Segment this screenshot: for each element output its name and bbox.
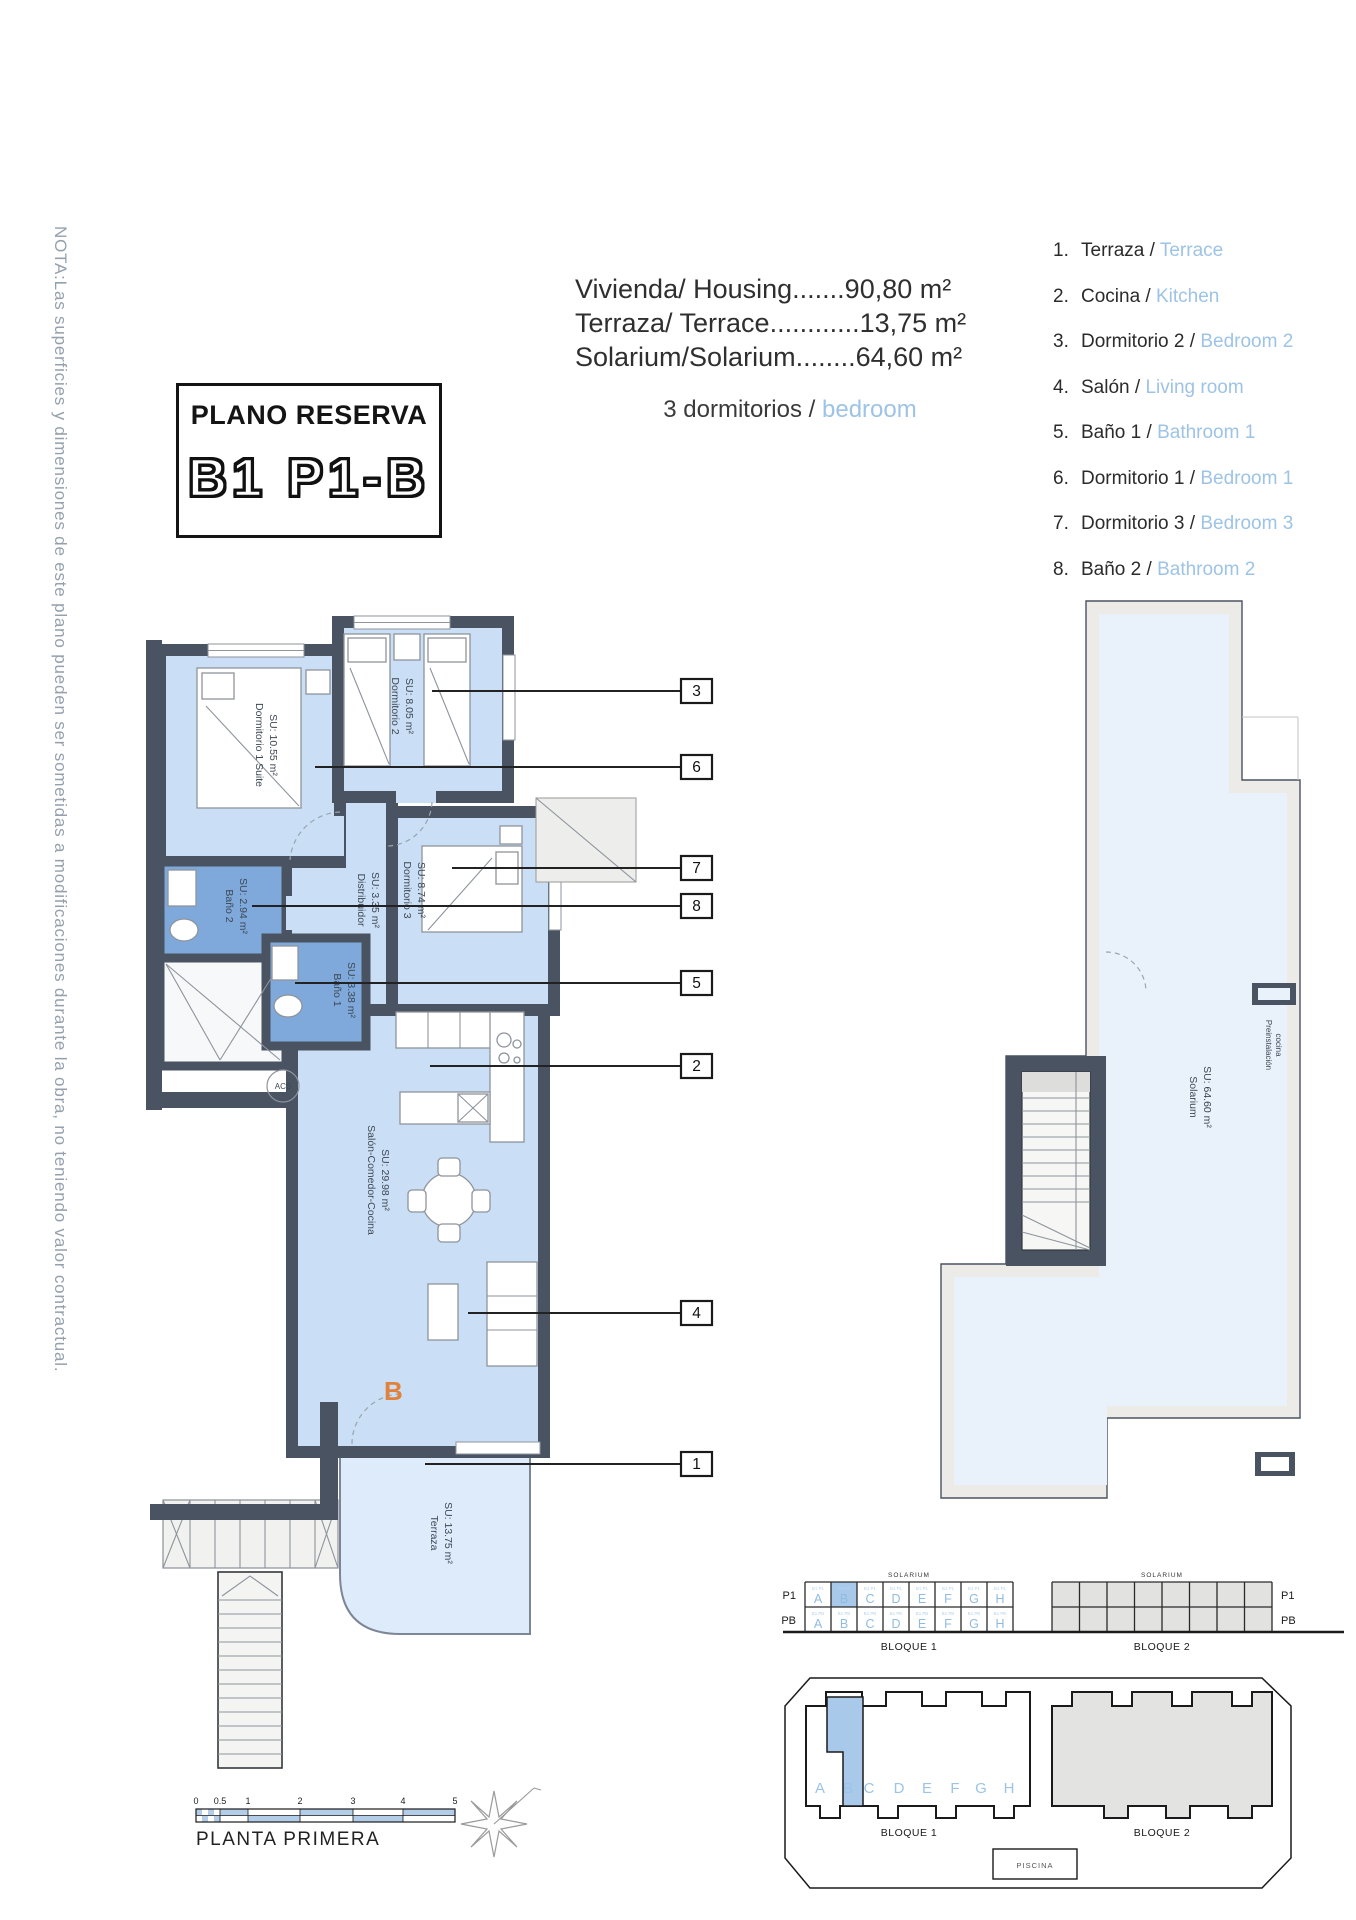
svg-text:B1 P1: B1 P1 xyxy=(838,1586,850,1591)
legend-item: 8. Baño 2 / Bathroom 2 xyxy=(1053,558,1256,580)
svg-text:B1 PB: B1 PB xyxy=(889,1611,903,1616)
callout-2: 2 xyxy=(692,1058,701,1075)
label-salon-su: SU: 29.98 m² xyxy=(379,1149,391,1211)
svg-text:A: A xyxy=(813,1592,823,1606)
svg-text:B1 P1: B1 P1 xyxy=(864,1586,876,1591)
svg-text:G: G xyxy=(975,1780,987,1797)
solarium-plan xyxy=(941,601,1300,1498)
legend-item: 7. Dormitorio 3 / Bedroom 3 xyxy=(1053,513,1294,534)
svg-text:H: H xyxy=(1003,1780,1015,1797)
disclaimer-note: NOTA:Las superficies y dimensiones de este plano pueden ser sometidas a modificaciones durante la obra, no teniendo valor contractual. xyxy=(51,226,70,1373)
area-line-solarium: Solarium/Solarium........64,60 m² xyxy=(575,342,963,372)
label-dormitorio1-su: SU: 10.55 m² xyxy=(267,714,279,776)
label-distribuidor: Distribuidor xyxy=(355,873,367,927)
piscina-label: PISCINA xyxy=(1016,1861,1054,1870)
bloque2-caption: BLOQUE 2 xyxy=(1133,1641,1191,1653)
label-terraza-su: SU: 13.75 m² xyxy=(442,1502,454,1564)
svg-text:B1 P1: B1 P1 xyxy=(812,1586,824,1591)
svg-text:B1 PB: B1 PB xyxy=(967,1611,981,1616)
floor-caption: PLANTA PRIMERA xyxy=(196,1829,381,1850)
block-key xyxy=(781,1572,1344,1653)
svg-text:C: C xyxy=(865,1617,875,1631)
svg-text:B1 P1: B1 P1 xyxy=(994,1586,1006,1591)
svg-text:G: G xyxy=(969,1617,979,1631)
svg-text:H: H xyxy=(995,1592,1005,1606)
row-pb-right: PB xyxy=(1281,1615,1296,1627)
svg-text:2: 2 xyxy=(297,1796,303,1806)
solarium-caption-2: SOLARIUM xyxy=(1141,1572,1183,1579)
legend-item: 5. Baño 1 / Bathroom 1 xyxy=(1053,422,1256,443)
svg-text:0.5: 0.5 xyxy=(213,1796,227,1806)
svg-text:C: C xyxy=(865,1592,875,1606)
callout-4: 4 xyxy=(692,1305,701,1322)
svg-text:B1 PB: B1 PB xyxy=(863,1611,877,1616)
callout-7: 7 xyxy=(692,860,701,877)
svg-text:B1 PB: B1 PB xyxy=(941,1611,955,1616)
svg-text:5: 5 xyxy=(452,1796,458,1806)
label-solarium: Solarium xyxy=(1187,1076,1199,1118)
label-preinstall-1: Preinstalación xyxy=(1264,1019,1273,1071)
svg-text:C: C xyxy=(863,1780,875,1797)
label-bano2: Baño 2 xyxy=(223,889,235,923)
svg-text:B: B xyxy=(839,1592,849,1606)
svg-text:B1 P1: B1 P1 xyxy=(916,1586,928,1591)
bloque2-footprint xyxy=(1052,1692,1272,1818)
label-bano1: Baño 1 xyxy=(331,973,343,1007)
callout-8: 8 xyxy=(692,898,701,915)
svg-text:B1 P1: B1 P1 xyxy=(890,1586,902,1591)
svg-text:1: 1 xyxy=(245,1796,251,1806)
svg-text:B1 PB: B1 PB xyxy=(811,1611,825,1616)
scale-segments xyxy=(196,1809,455,1822)
label-dormitorio1: Dormitorio 1 Suite xyxy=(253,702,265,788)
area-line-housing: Vivienda/ Housing.......90,80 m² xyxy=(575,274,952,304)
legend-item: 3. Dormitorio 2 / Bedroom 2 xyxy=(1053,331,1294,352)
label-dormitorio3: Dormitorio 3 xyxy=(401,861,413,919)
svg-text:B1 P1: B1 P1 xyxy=(968,1586,980,1591)
svg-text:0: 0 xyxy=(193,1796,199,1806)
label-terraza: Terraza xyxy=(428,1515,440,1551)
legend-item: 2. Cocina / Kitchen xyxy=(1053,285,1220,307)
svg-text:E: E xyxy=(917,1617,927,1631)
svg-text:E: E xyxy=(921,1780,933,1797)
callout-6: 6 xyxy=(692,759,701,776)
label-solarium-su: SU: 64.60 m² xyxy=(1201,1066,1213,1128)
neighbour-outline xyxy=(1242,717,1298,780)
svg-text:4: 4 xyxy=(400,1796,406,1806)
unit-code: B1 P1-B xyxy=(187,448,431,508)
label-dormitorio2: Dormitorio 2 xyxy=(389,677,401,735)
compass-rose xyxy=(461,1788,541,1857)
label-dormitorio3-su: SU: 8.74 m² xyxy=(415,861,427,919)
svg-text:B1 PB: B1 PB xyxy=(993,1611,1007,1616)
piscina xyxy=(993,1849,1077,1879)
svg-text:B: B xyxy=(842,1780,854,1797)
callout-5: 5 xyxy=(692,975,701,992)
legend-item: 4. Salón / Living room xyxy=(1053,376,1244,398)
site-plan xyxy=(785,1678,1291,1888)
solarium-stairwell xyxy=(1006,1056,1106,1266)
svg-text:F: F xyxy=(944,1592,952,1606)
label-preinstall-2: cocina xyxy=(1274,1033,1283,1057)
exterior-staircase xyxy=(218,1572,282,1768)
svg-text:B1 PB: B1 PB xyxy=(915,1611,929,1616)
svg-text:D: D xyxy=(891,1617,901,1631)
label-distribuidor-su: SU: 3.35 m² xyxy=(369,871,381,929)
callout-3: 3 xyxy=(692,683,701,700)
acs-label: ACS xyxy=(274,1082,292,1091)
svg-text:F: F xyxy=(944,1617,952,1631)
entry-porch xyxy=(536,798,636,882)
legend-item: 6. Dormitorio 1 / Bedroom 1 xyxy=(1053,467,1294,489)
solarium-caption-1: SOLARIUM xyxy=(888,1572,930,1579)
row-p1-right: P1 xyxy=(1281,1590,1295,1602)
legend-item: 1. Terraza / Terrace xyxy=(1053,240,1224,261)
label-bano2-su: SU: 2.94 m² xyxy=(237,877,249,935)
site-bloque1-caption: BLOQUE 1 xyxy=(880,1827,938,1839)
plan-title: PLANO RESERVA xyxy=(190,400,428,430)
svg-text:D: D xyxy=(893,1780,905,1797)
svg-text:F: F xyxy=(950,1780,960,1797)
unit-letter-b: B xyxy=(384,1376,403,1406)
label-salon: Salón-Comedor-Cocina xyxy=(365,1125,377,1235)
svg-text:G: G xyxy=(969,1592,979,1606)
row-pb-left: PB xyxy=(781,1615,796,1627)
scale-bar xyxy=(193,1796,457,1850)
callout-1: 1 xyxy=(692,1456,701,1473)
row-p1-left: P1 xyxy=(782,1590,796,1602)
svg-text:E: E xyxy=(917,1592,927,1606)
svg-text:B1 PB: B1 PB xyxy=(837,1611,851,1616)
svg-text:D: D xyxy=(891,1592,901,1606)
svg-text:B: B xyxy=(839,1617,849,1631)
area-line-terrace: Terraza/ Terrace............13,75 m² xyxy=(575,308,967,338)
svg-text:H: H xyxy=(995,1617,1005,1631)
svg-text:3: 3 xyxy=(350,1796,356,1806)
scale-ticks xyxy=(193,1796,457,1806)
svg-text:A: A xyxy=(813,1617,823,1631)
bedrooms-line: 3 dormitorios / bedroom xyxy=(663,396,917,423)
bloque1-caption: BLOQUE 1 xyxy=(880,1641,938,1653)
svg-text:A: A xyxy=(814,1780,826,1797)
apartment-plan xyxy=(146,616,712,1768)
label-dormitorio2-su: SU: 8.05 m² xyxy=(403,677,415,735)
svg-text:B1 P1: B1 P1 xyxy=(942,1586,954,1591)
label-bano1-su: SU: 3.38 m² xyxy=(345,961,357,1019)
site-bloque2-caption: BLOQUE 2 xyxy=(1133,1827,1191,1839)
